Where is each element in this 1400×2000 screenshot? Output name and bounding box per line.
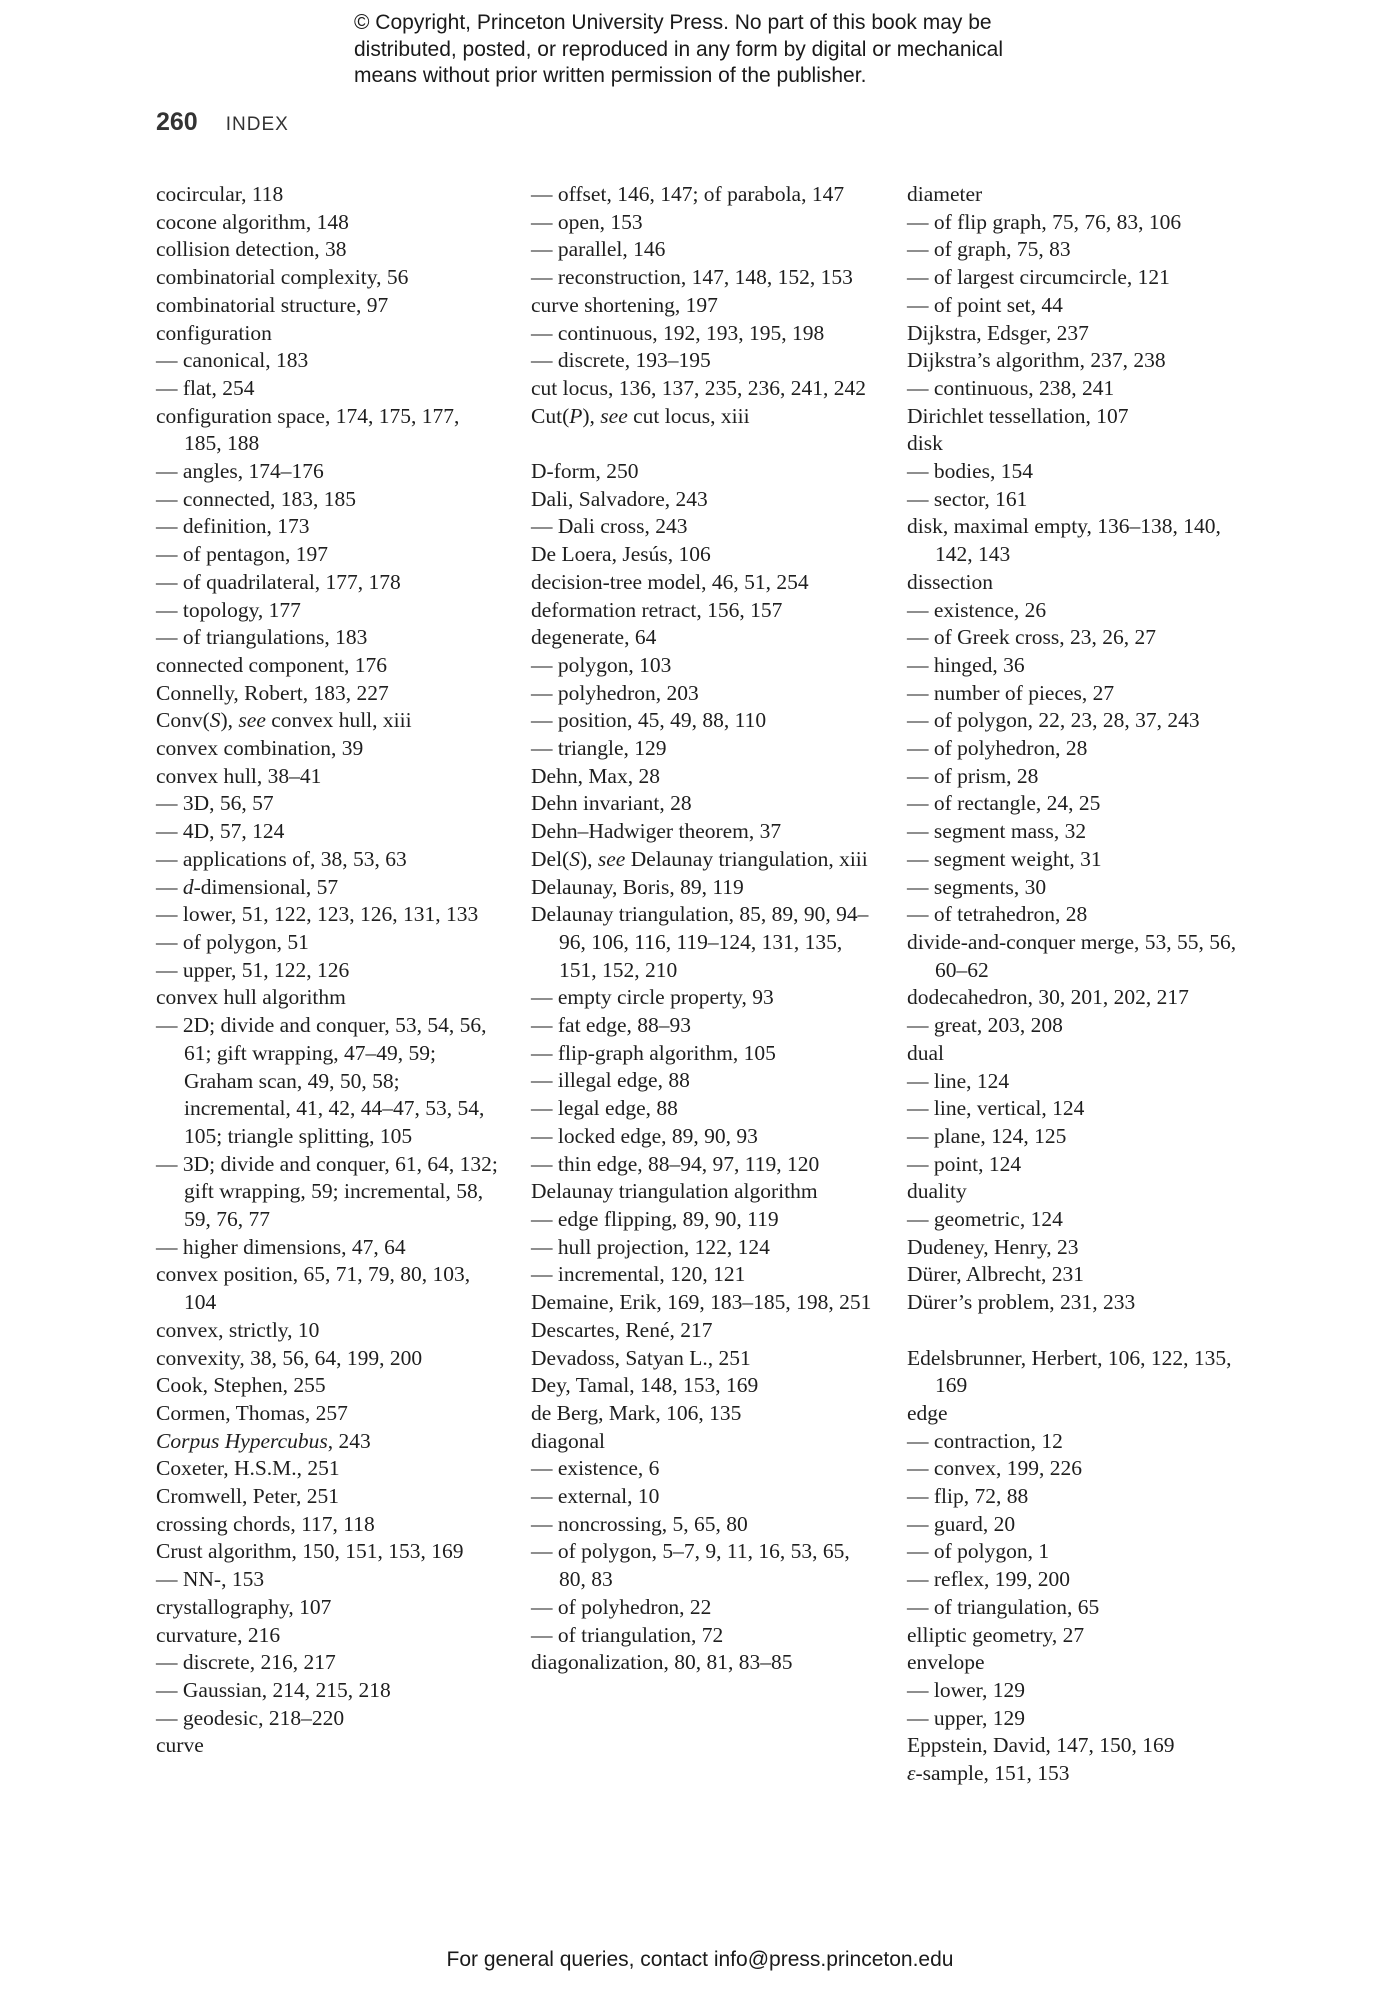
index-entry: Coxeter, H.S.M., 251	[156, 1456, 340, 1481]
index-entry: — line, vertical, 124	[907, 1096, 1085, 1121]
index-entry: Descartes, René, 217	[531, 1317, 713, 1342]
index-entry: divide-and-conquer merge, 53, 55, 56, 60–62	[907, 929, 1237, 982]
copyright-line: means without prior written permission of the publisher.	[354, 64, 867, 87]
index-entry: — 3D; divide and conquer, 61, 64, 132; gift wrapping, 59; incremental, 58, 59, 76, 77	[156, 1151, 498, 1232]
index-entry: Dehn–Hadwiger theorem, 37	[531, 819, 782, 844]
index-entry: Cromwell, Peter, 251	[156, 1484, 340, 1509]
index-entry: — of polygon, 51	[156, 929, 309, 954]
index-entry: — applications of, 38, 53, 63	[156, 846, 407, 871]
index-entry: — flip, 72, 88	[907, 1484, 1029, 1509]
index-entry: Dürer, Albrecht, 231	[907, 1262, 1085, 1287]
index-entry: — of Greek cross, 23, 26, 27	[907, 625, 1156, 650]
index-entry: envelope	[907, 1650, 985, 1675]
index-entry: — noncrossing, 5, 65, 80	[531, 1511, 748, 1536]
index-entry: — of polyhedron, 22	[531, 1594, 712, 1619]
index-entry: — of quadrilateral, 177, 178	[156, 569, 401, 594]
index-entry: Devadoss, Satyan L., 251	[531, 1345, 751, 1370]
index-entry: — empty circle property, 93	[531, 985, 774, 1010]
index-entry: — legal edge, 88	[531, 1096, 678, 1121]
index-entry: — discrete, 216, 217	[156, 1650, 336, 1675]
index-entry: — position, 45, 49, 88, 110	[531, 708, 767, 733]
index-entry: Delaunay triangulation algorithm	[531, 1179, 818, 1204]
index-entry: — open, 153	[531, 209, 643, 234]
index-entry: — higher dimensions, 47, 64	[156, 1234, 406, 1259]
index-entry: disk, maximal empty, 136–138, 140, 142, 143	[907, 514, 1221, 567]
index-entry: — of polygon, 5–7, 9, 11, 16, 53, 65, 80, 83	[531, 1539, 850, 1592]
index-entry: — discrete, 193–195	[531, 348, 711, 373]
index-entry: curve	[156, 1733, 204, 1758]
index-entry: — of polyhedron, 28	[907, 736, 1088, 761]
index-entry: — lower, 51, 122, 123, 126, 131, 133	[156, 902, 479, 927]
index-entry: — sector, 161	[907, 486, 1028, 511]
index-entry: crystallography, 107	[156, 1594, 332, 1619]
index-entry: combinatorial structure, 97	[156, 292, 389, 317]
index-entry: — line, 124	[907, 1068, 1010, 1093]
index-entry: convex hull algorithm	[156, 985, 346, 1010]
index-entry: — segment weight, 31	[907, 846, 1102, 871]
index-entry: — reflex, 199, 200	[907, 1567, 1071, 1592]
index-entry: — of pentagon, 197	[156, 542, 328, 567]
index-entry: duality	[907, 1179, 967, 1204]
index-entry: deformation retract, 156, 157	[531, 597, 783, 622]
index-entry: — thin edge, 88–94, 97, 119, 120	[531, 1151, 820, 1176]
index-entry: Delaunay triangulation, 85, 89, 90, 94–96, 106, 116, 119–124, 131, 135, 151, 152, 210	[531, 902, 869, 982]
index-entry: — of rectangle, 24, 25	[907, 791, 1101, 816]
index-entry: — of prism, 28	[907, 763, 1039, 788]
index-entry: — existence, 26	[907, 597, 1047, 622]
index-entry: — Dali cross, 243	[531, 514, 688, 539]
index-entry: cut locus, 136, 137, 235, 236, 241, 242	[531, 375, 867, 400]
index-entry: — external, 10	[531, 1484, 660, 1509]
index-entry: — of polygon, 22, 23, 28, 37, 243	[907, 708, 1200, 733]
index-entry: — canonical, 183	[156, 348, 309, 373]
index-entry: — edge flipping, 89, 90, 119	[531, 1207, 779, 1231]
index-entry: diameter	[907, 182, 983, 206]
index-entry: dodecahedron, 30, 201, 202, 217	[907, 985, 1189, 1010]
index-entry: convex hull, 38–41	[156, 763, 322, 788]
copyright-line: distributed, posted, or reproduced in any form by digital or mechanical	[354, 37, 1004, 61]
index-entry: Dürer’s problem, 231, 233	[907, 1290, 1136, 1315]
index-entry: decision-tree model, 46, 51, 254	[531, 569, 809, 594]
index-entry: — polygon, 103	[531, 652, 672, 677]
index-entry: — angles, 174–176	[156, 459, 324, 484]
index-entry: Dirichlet tessellation, 107	[907, 403, 1129, 428]
index-entry: — of polygon, 1	[907, 1539, 1050, 1564]
index-entry: de Berg, Mark, 106, 135	[531, 1400, 742, 1425]
index-entry: crossing chords, 117, 118	[156, 1511, 375, 1536]
index-entry: — hull projection, 122, 124	[531, 1234, 770, 1259]
index-entry: Cormen, Thomas, 257	[156, 1400, 348, 1425]
index-entry: Connelly, Robert, 183, 227	[156, 680, 389, 705]
index-entry: edge	[907, 1400, 948, 1425]
index-entry: Cook, Stephen, 255	[156, 1373, 326, 1398]
index-entry: — locked edge, 89, 90, 93	[531, 1123, 758, 1148]
index-entry: diagonal	[531, 1428, 606, 1453]
index-entry: — reconstruction, 147, 148, 152, 153	[531, 265, 853, 290]
index-entry: — continuous, 238, 241	[907, 375, 1115, 400]
index-entry: configuration space, 174, 175, 177, 185, 188	[156, 403, 460, 456]
index-entry: D-form, 250	[531, 459, 639, 484]
index-entry: Delaunay, Boris, 89, 119	[531, 874, 744, 899]
index-entry: Crust algorithm, 150, 151, 153, 169	[156, 1539, 464, 1564]
index-entry: — guard, 20	[907, 1511, 1016, 1536]
index-entry: Corpus Hypercubus, 243	[156, 1428, 371, 1453]
index-entry: Dehn invariant, 28	[531, 791, 692, 816]
index-entry: ε-sample, 151, 153	[907, 1761, 1070, 1786]
index-entry: dissection	[907, 569, 993, 594]
index-entry: — flat, 254	[156, 375, 255, 400]
index-entry: — flip-graph algorithm, 105	[531, 1040, 776, 1065]
index-entry: — geodesic, 218–220	[156, 1705, 345, 1730]
index-entry: — great, 203, 208	[907, 1013, 1063, 1038]
index-entry: — of triangulation, 72	[531, 1622, 724, 1647]
index-entry: — triangle, 129	[531, 736, 667, 761]
index-entry: De Loera, Jesús, 106	[531, 542, 711, 567]
running-head	[156, 108, 289, 137]
index-entry: Dehn, Max, 28	[531, 763, 660, 788]
index-entry: — contraction, 12	[907, 1428, 1063, 1453]
index-entry: Edelsbrunner, Herbert, 106, 122, 135, 169	[907, 1345, 1232, 1398]
index-entry: elliptic geometry, 27	[907, 1622, 1085, 1647]
index-entry: convex combination, 39	[156, 736, 364, 761]
index-entry: — of triangulation, 65	[907, 1594, 1100, 1619]
index-entry: collision detection, 38	[156, 237, 347, 262]
index-entry: cocircular, 118	[156, 182, 284, 206]
index-entry: Eppstein, David, 147, 150, 169	[907, 1733, 1175, 1758]
index-entry: — of point set, 44	[907, 292, 1063, 317]
index-entry: — incremental, 120, 121	[531, 1262, 746, 1287]
index-entry: — upper, 129	[907, 1705, 1025, 1730]
index-column-3	[907, 181, 1252, 1788]
index-entry: — 4D, 57, 124	[156, 819, 285, 844]
index-entry: combinatorial complexity, 56	[156, 265, 409, 290]
index-entry: Del(S), see Delaunay triangulation, xiii	[531, 846, 868, 871]
index-entry: — definition, 173	[156, 514, 310, 539]
index-entry: — number of pieces, 27	[907, 680, 1115, 705]
index-entry: — offset, 146, 147; of parabola, 147	[531, 182, 845, 206]
index-entry: — existence, 6	[531, 1456, 660, 1481]
copyright-line: © Copyright, Princeton University Press. No part of this book may be	[354, 11, 992, 34]
running-title: INDEX	[225, 114, 289, 135]
index-entry: — fat edge, 88–93	[531, 1013, 692, 1038]
index-column-1	[156, 181, 501, 1760]
index-section-gap	[907, 1317, 1252, 1345]
index-entry: — bodies, 154	[907, 459, 1034, 484]
index-entry: connected component, 176	[156, 652, 388, 677]
index-entry: diagonalization, 80, 81, 83–85	[531, 1650, 793, 1675]
index-entry: Demaine, Erik, 169, 183–185, 198, 251	[531, 1290, 872, 1315]
index-entry: cocone algorithm, 148	[156, 209, 349, 234]
index-entry: disk	[907, 431, 943, 456]
index-entry: — point, 124	[907, 1151, 1022, 1176]
index-entry: — connected, 183, 185	[156, 486, 357, 511]
index-entry: — geometric, 124	[907, 1207, 1063, 1232]
index-entry: — topology, 177	[156, 597, 301, 622]
index-entry: configuration	[156, 320, 272, 345]
index-entry: Conv(S), see convex hull, xiii	[156, 708, 412, 733]
index-entry: curvature, 216	[156, 1622, 281, 1647]
index-entry: curve shortening, 197	[531, 292, 718, 317]
index-entry: — of flip graph, 75, 76, 83, 106	[907, 209, 1182, 234]
footer-contact: For general queries, contact info@press.princeton.edu	[446, 1948, 954, 1971]
index-entry: — d-dimensional, 57	[156, 874, 339, 899]
index-entry: — parallel, 146	[531, 237, 666, 262]
index-entry: dual	[907, 1040, 945, 1065]
index-entry: — plane, 124, 125	[907, 1123, 1067, 1148]
index-entry: — segment mass, 32	[907, 819, 1087, 844]
index-entry: — of graph, 75, 83	[907, 237, 1071, 262]
index-entry: — of largest circumcircle, 121	[907, 265, 1170, 290]
index-entry: Dudeney, Henry, 23	[907, 1234, 1079, 1259]
index-entry: Dey, Tamal, 148, 153, 169	[531, 1373, 759, 1398]
copyright-notice	[354, 10, 1154, 90]
index-entry: — lower, 129	[907, 1677, 1025, 1702]
index-entry: — NN-, 153	[156, 1567, 265, 1592]
index-entry: Cut(P), see cut locus, xiii	[531, 403, 750, 428]
index-entry: — of triangulations, 183	[156, 625, 368, 650]
index-entry: — continuous, 192, 193, 195, 198	[531, 320, 825, 345]
index-entry: degenerate, 64	[531, 625, 657, 650]
index-entry: — 2D; divide and conquer, 53, 54, 56, 61; gift wrapping, 47–49, 59; Graham scan, 49, 50, 58; incremental, 41, 42, 44–47, 53, 54, 105; triangle splitting, 105	[156, 1013, 487, 1148]
index-entry: convex, strictly, 10	[156, 1317, 320, 1342]
index-entry: — upper, 51, 122, 126	[156, 957, 350, 982]
page-number: 260	[156, 108, 198, 136]
index-entry: — convex, 199, 226	[907, 1456, 1082, 1481]
index-entry: Dijkstra, Edsger, 237	[907, 320, 1089, 345]
index-entry: — segments, 30	[907, 874, 1047, 899]
index-section-gap	[531, 430, 876, 458]
index-entry: convexity, 38, 56, 64, 199, 200	[156, 1345, 423, 1370]
index-entry: — of tetrahedron, 28	[907, 902, 1088, 927]
index-entry: Dijkstra’s algorithm, 237, 238	[907, 348, 1166, 373]
index-entry: — polyhedron, 203	[531, 680, 699, 705]
index-entry: — hinged, 36	[907, 652, 1025, 677]
index-entry: — illegal edge, 88	[531, 1068, 690, 1093]
index-entry: — 3D, 56, 57	[156, 791, 274, 816]
index-column-2	[531, 181, 876, 1677]
index-entry: — Gaussian, 214, 215, 218	[156, 1677, 391, 1702]
index-entry: convex position, 65, 71, 79, 80, 103, 104	[156, 1262, 471, 1315]
index-entry: Dali, Salvadore, 243	[531, 486, 708, 511]
